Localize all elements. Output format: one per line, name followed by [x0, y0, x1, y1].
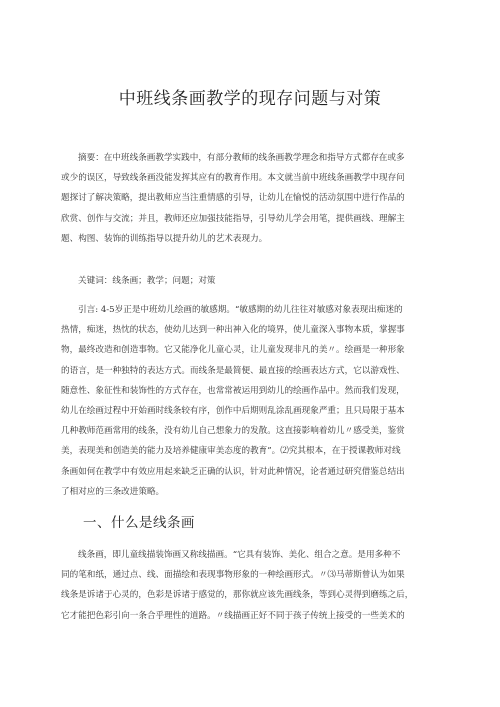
intro-line: 条画如何在教学中有效应用起来缺乏正确的认识，针对此种情况，论者通过研究借鉴总结出	[61, 466, 405, 477]
intro-line: 物，最终改造和创造事物。它又能净化儿童心灵，让儿童发现非凡的美〃。绘画是一种形象	[61, 345, 405, 356]
intro-line: 了相对应的三条改进策略。	[61, 486, 165, 497]
keywords-paragraph	[61, 271, 439, 291]
keywords-line: 关键词：线条画；教学；问题；对策	[78, 276, 216, 286]
intro-line: 美，表现美和创造美的能力及培养健康审美态度的教育”。⑵究其根本，在于授课教师对线	[61, 446, 401, 457]
intro-line: 的语言，是一种独特的表达方式。而线条是最简便、最直接的绘画表达方式，它以游戏性、	[61, 365, 405, 376]
intro-line: 热情，痴迷，热忱的状态，使幼儿达到一种出神入化的境界，使儿童深入事物本质，掌握事	[61, 325, 405, 336]
intro-line: 几种教师范画常用的线条，没有幼儿自己想象力的发散。这直接影响着幼儿〃感受美，鉴赏	[61, 426, 405, 437]
abstract-line: 题、构图、装饰的训练指导以提升幼儿的艺术表现力。	[61, 233, 268, 244]
section-line: 它才能把色彩引向一条合乎理性的道路。〃线描画正好不同于孩子传统上接受的一些美术的	[61, 610, 405, 621]
section-paragraph	[61, 545, 439, 626]
abstract-paragraph	[61, 148, 439, 249]
intro-line: 随意性、象征性和装饰性的方式存在，也常常被运用到幼儿的绘画作品中。然而我们发现，	[61, 385, 405, 396]
section-line: 同的笔和纸，通过点、线、面描绘和表现事物形象的一种绘画形式。〃⑶马蒂斯曾认为如果	[61, 570, 405, 581]
intro-line: 幼儿在绘画过程中开始画时线条较有序，创作中后期则乱涂乱画现象严重；且只局限于基本	[61, 406, 405, 417]
abstract-line: 题探讨了解决策略，提出教师应当注重情感的引导，让幼儿在愉悦的活动氛围中进行作品的	[61, 193, 405, 204]
abstract-line: 欣赏、创作与交流；并且，教师还应加强技能指导，引导幼儿学会用笔，提供画线、理解主	[61, 213, 405, 224]
page-title: 中班线条画教学的现存问题与对策	[118, 89, 382, 109]
section-line: 线条是诉诸于心灵的，色彩是诉诸于感觉的，那你就应该先画线条，等到心灵得到磨练之后，	[61, 590, 414, 601]
section-line: 线条画，即儿童线描装饰画又称线描画。“它具有装饰、美化、组合之意。是用多种不	[78, 550, 401, 560]
intro-line: 引言: 4-5岁正是中班幼儿绘画的敏感期。“敏感期的幼儿往往对敏感对象表现出痴迷的	[78, 305, 403, 315]
section-heading: 一、什么是线条画	[83, 515, 195, 531]
abstract-line: 或少的误区，导致线条画没能发挥其应有的教育作用。本文就当前中班线条画教学中现存问	[61, 173, 405, 184]
abstract-line: 摘要：在中班线条画教学实践中，有部分教师的线条画教学理念和指导方式都存在或多	[78, 153, 405, 163]
introduction-paragraph	[61, 300, 439, 502]
